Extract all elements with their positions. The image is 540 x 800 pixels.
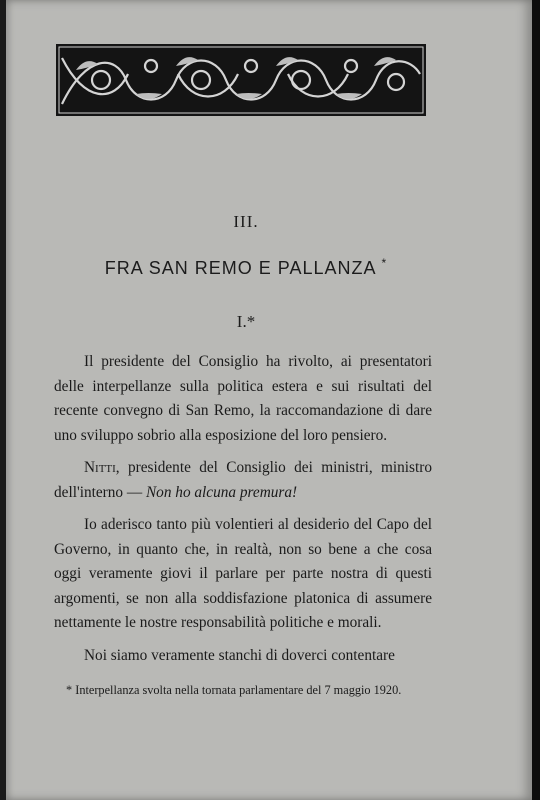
page-edge-shadow xyxy=(532,0,540,800)
paragraph: Noi siamo veramente stanchi di doverci contentare xyxy=(84,646,395,664)
section-number: I.* xyxy=(236,312,256,331)
decorative-header-ornament xyxy=(56,44,426,116)
speaker-role: presidente del Consiglio dei ministri, ministro dell'interno — xyxy=(54,459,432,501)
chapter-number: III. xyxy=(233,212,259,231)
body-text xyxy=(54,350,432,668)
book-page xyxy=(6,0,532,800)
chapter-title-text: FRA SAN REMO E PALLANZA xyxy=(104,258,376,278)
paragraph: Il presidente del Consiglio ha rivolto, ai presentatori delle interpellanze sulla politica estera e sui risultati del recente convegno di San Remo, la raccomandazione di dare uno sviluppo sobrio alla esposizione del loro pensiero. xyxy=(54,353,432,444)
interjection: Non ho alcuna premura! xyxy=(145,483,298,501)
chapter-title xyxy=(6,256,486,279)
speaker-name: Nitti, xyxy=(84,459,120,476)
chapter-footnote-marker: * xyxy=(381,256,388,270)
paragraph: Io aderisco tanto più volentieri al desiderio del Capo del Governo, in quanto che, in realtà, non so bene a che cosa oggi veramente giovi il parlare per parte nostra di questi argomenti, se non alla soddisfazione platonica di assumere nettamente le nostre responsabilità politiche e morali. xyxy=(54,516,432,631)
footnote: * Interpellanza svolta nella tornata parlamentare del 7 maggio 1920. xyxy=(66,683,402,697)
paragraph xyxy=(54,456,432,505)
